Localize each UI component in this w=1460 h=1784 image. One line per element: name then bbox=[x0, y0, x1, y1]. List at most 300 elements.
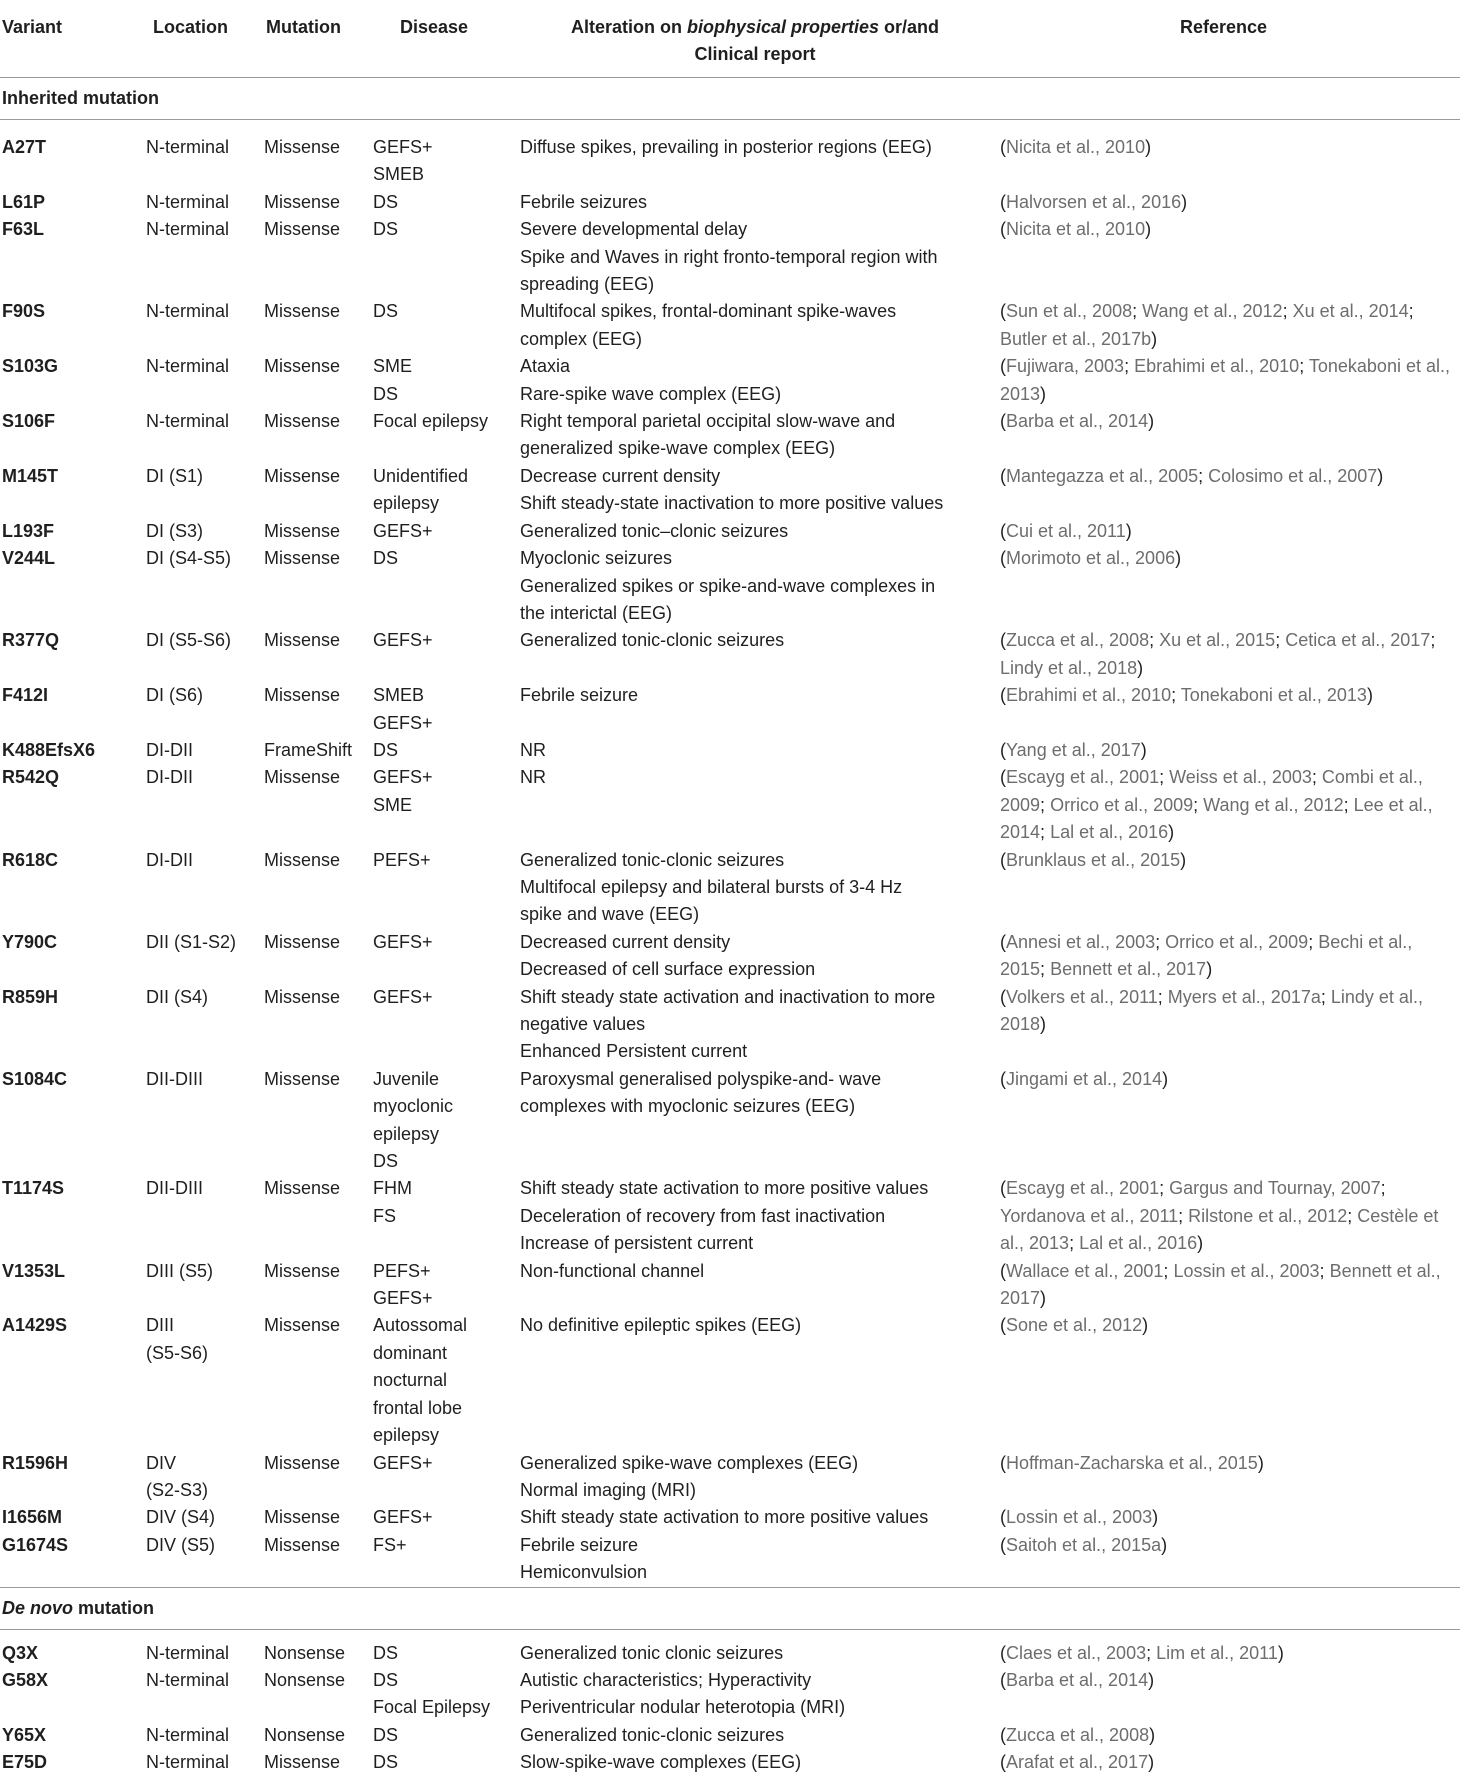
disease-line: GEFS+ bbox=[373, 1507, 433, 1528]
header-alteration-prefix: Alteration on bbox=[570, 17, 687, 37]
reference-citation: Lim et al., 2011 bbox=[1156, 1642, 1278, 1663]
reference-cell bbox=[1000, 189, 1458, 216]
disease-cell bbox=[373, 298, 520, 325]
disease-cell bbox=[373, 1312, 520, 1449]
reference-separator: ; bbox=[1198, 465, 1209, 486]
location-line: DI-DII bbox=[146, 767, 193, 788]
reference-cell bbox=[1000, 1312, 1458, 1339]
reference-cell bbox=[1000, 1640, 1458, 1667]
reference-separator: ; bbox=[1343, 794, 1354, 815]
reference-cell bbox=[1000, 1722, 1458, 1749]
disease-cell bbox=[373, 1722, 520, 1749]
mutation-cell: Missense bbox=[264, 1178, 341, 1199]
table-row bbox=[0, 216, 1460, 298]
disease-line: epilepsy bbox=[373, 1123, 440, 1144]
reference-cell bbox=[1000, 518, 1458, 545]
mutation-cell: Missense bbox=[264, 465, 341, 486]
alteration-line: negative values bbox=[520, 1014, 646, 1034]
alteration-line: Shift steady state activation to more positive values bbox=[520, 1178, 929, 1199]
reference-open-paren: ( bbox=[1000, 1452, 1006, 1473]
location-line: DIV bbox=[146, 1452, 177, 1473]
reference-cell bbox=[1000, 847, 1458, 874]
alteration-cell bbox=[520, 929, 1000, 984]
alteration-line: Multifocal spikes, frontal-dominant spike-waves bbox=[520, 301, 897, 322]
location-line: N-terminal bbox=[146, 137, 230, 157]
alteration-line: Spike and Waves in right fronto-temporal region with bbox=[520, 246, 938, 267]
alteration-cell bbox=[520, 627, 1000, 654]
alteration-line: spreading (EEG) bbox=[520, 274, 655, 295]
mutation-cell: Missense bbox=[264, 520, 341, 541]
location-line: (S2-S3) bbox=[146, 1479, 209, 1500]
table-row bbox=[0, 1312, 1460, 1449]
reference-separator: ; bbox=[1040, 822, 1051, 843]
reference-cell bbox=[1000, 1532, 1458, 1559]
variant-cell: F63L bbox=[2, 219, 45, 240]
variant-cell: I1656M bbox=[2, 1507, 63, 1528]
reference-citation: Zucca et al., 2008 bbox=[1006, 1724, 1150, 1745]
location-line: N-terminal bbox=[146, 1669, 230, 1690]
location-cell bbox=[146, 1066, 264, 1093]
alteration-cell bbox=[520, 984, 1000, 1066]
disease-line: GEFS+ bbox=[373, 931, 433, 952]
mutation-cell: Missense bbox=[264, 219, 341, 240]
reference-separator: ; bbox=[1380, 1178, 1386, 1199]
reference-close-paren: ) bbox=[1168, 822, 1175, 843]
disease-cell bbox=[373, 1504, 520, 1531]
reference-open-paren: ( bbox=[1000, 465, 1006, 486]
location-cell bbox=[146, 847, 264, 874]
reference-cell bbox=[1000, 627, 1458, 682]
disease-line: dominant bbox=[373, 1342, 448, 1363]
location-line: N-terminal bbox=[146, 1724, 230, 1745]
reference-separator: ; bbox=[1159, 1178, 1170, 1199]
reference-separator: ; bbox=[1408, 301, 1414, 322]
reference-close-paren: ) bbox=[1162, 1068, 1169, 1089]
table-row bbox=[0, 353, 1460, 408]
reference-cell bbox=[1000, 682, 1458, 709]
alteration-line: Hemiconvulsion bbox=[520, 1562, 648, 1583]
reference-citation: Hoffman-Zacharska et al., 2015 bbox=[1006, 1452, 1258, 1473]
mutation-cell: Missense bbox=[264, 1752, 341, 1773]
location-cell bbox=[146, 408, 264, 435]
header-alteration-italic: biophysical properties bbox=[686, 17, 880, 37]
reference-separator: ; bbox=[1069, 1233, 1080, 1254]
mutation-cell: Missense bbox=[264, 191, 341, 212]
variant-cell: S106F bbox=[2, 411, 56, 432]
reference-citation: Xu et al., 2015 bbox=[1159, 630, 1276, 651]
reference-citation: Lal et al., 2016 bbox=[1050, 822, 1169, 843]
table-row bbox=[0, 1066, 1460, 1176]
mutation-cell: Missense bbox=[264, 986, 341, 1007]
disease-line: frontal lobe bbox=[373, 1397, 463, 1418]
variant-cell: R377Q bbox=[2, 630, 60, 651]
reference-close-paren: ) bbox=[1206, 959, 1213, 980]
mutation-cell: Missense bbox=[264, 301, 341, 322]
section-title bbox=[0, 78, 1460, 120]
reference-separator: ; bbox=[1171, 685, 1181, 706]
disease-line: GEFS+ bbox=[373, 630, 433, 651]
reference-open-paren: ( bbox=[1000, 411, 1006, 432]
reference-citation: Morimoto et al., 2006 bbox=[1006, 548, 1176, 569]
disease-cell bbox=[373, 929, 520, 956]
location-line: DII (S1-S2) bbox=[146, 931, 237, 952]
header-location: Location bbox=[153, 17, 228, 37]
disease-line: Autossomal bbox=[373, 1315, 468, 1336]
location-line: DI (S4-S5) bbox=[146, 548, 232, 569]
reference-close-paren: ) bbox=[1181, 191, 1188, 212]
reference-close-paren: ) bbox=[1257, 1452, 1264, 1473]
reference-citation: Ebrahimi et al., 2010 bbox=[1134, 356, 1300, 377]
disease-cell bbox=[373, 1175, 520, 1230]
reference-close-paren: ) bbox=[1148, 1669, 1155, 1690]
reference-cell bbox=[1000, 1749, 1458, 1776]
alteration-line: NR bbox=[520, 767, 546, 788]
mutation-cell: Missense bbox=[264, 1260, 341, 1281]
location-cell bbox=[146, 1667, 264, 1694]
reference-open-paren: ( bbox=[1000, 986, 1006, 1007]
location-line: DII-DIII bbox=[146, 1178, 203, 1199]
location-line: DI-DII bbox=[146, 849, 193, 870]
alteration-line: the interictal (EEG) bbox=[520, 602, 673, 623]
location-cell bbox=[146, 1532, 264, 1559]
disease-cell bbox=[373, 737, 520, 764]
reference-citation: Cestèle et al., 2013 bbox=[1000, 1205, 1439, 1254]
alteration-line: Generalized tonic clonic seizures bbox=[520, 1642, 784, 1663]
reference-citation: Annesi et al., 2003 bbox=[1006, 931, 1156, 952]
table-row bbox=[0, 737, 1460, 764]
alteration-line: Paroxysmal generalised polyspike-and- wave bbox=[520, 1068, 882, 1089]
reference-close-paren: ) bbox=[1152, 1507, 1159, 1528]
reference-separator: ; bbox=[1430, 630, 1436, 651]
disease-line: DS bbox=[373, 1724, 399, 1745]
alteration-line: Decrease current density bbox=[520, 465, 721, 486]
disease-line: SMEB bbox=[373, 685, 425, 706]
reference-citation: Colosimo et al., 2007 bbox=[1208, 465, 1378, 486]
alteration-line: Generalized spikes or spike-and-wave complexes in bbox=[520, 575, 936, 596]
location-line: DI-DII bbox=[146, 739, 193, 760]
reference-citation: Combi et al., 2009 bbox=[1000, 767, 1423, 815]
table-row bbox=[0, 1667, 1460, 1722]
alteration-line: Enhanced Persistent current bbox=[520, 1041, 748, 1062]
disease-cell bbox=[373, 1258, 520, 1313]
variant-cell: K488EfsX6 bbox=[2, 739, 96, 760]
disease-cell bbox=[373, 1667, 520, 1722]
section-title-text: Inherited mutation bbox=[2, 88, 159, 108]
alteration-line: Deceleration of recovery from fast inactivation bbox=[520, 1205, 886, 1226]
reference-cell bbox=[1000, 1175, 1458, 1257]
disease-line: DS bbox=[373, 301, 399, 322]
location-cell bbox=[146, 1312, 264, 1367]
reference-separator: ; bbox=[1193, 794, 1204, 815]
location-cell bbox=[146, 1749, 264, 1776]
reference-citation: Arafat et al., 2017 bbox=[1006, 1752, 1149, 1773]
disease-line: epilepsy bbox=[373, 493, 440, 514]
reference-close-paren: ) bbox=[1040, 383, 1047, 404]
section-title-italic: De novo bbox=[2, 1597, 74, 1618]
alteration-cell bbox=[520, 408, 1000, 463]
location-line: DII-DIII bbox=[146, 1068, 203, 1089]
reference-close-paren: ) bbox=[1151, 328, 1158, 349]
reference-separator: ; bbox=[1132, 301, 1143, 322]
alteration-cell bbox=[520, 1312, 1000, 1339]
section-title bbox=[0, 1587, 1460, 1630]
disease-cell bbox=[373, 408, 520, 435]
disease-line: SMEB bbox=[373, 164, 425, 185]
disease-line: FHM bbox=[373, 1178, 412, 1199]
alteration-line: Myoclonic seizures bbox=[520, 548, 673, 569]
location-cell bbox=[146, 189, 264, 216]
reference-citation: Lee et al., 2014 bbox=[1000, 794, 1433, 843]
table-row bbox=[0, 847, 1460, 929]
alteration-line: Shift steady state activation and inactivation to more bbox=[520, 986, 936, 1007]
mutation-cell: Nonsense bbox=[264, 1642, 346, 1663]
alteration-cell bbox=[520, 1532, 1000, 1587]
reference-separator: ; bbox=[1146, 1642, 1157, 1663]
reference-separator: ; bbox=[1124, 356, 1135, 377]
table-row bbox=[0, 1450, 1460, 1505]
table-row bbox=[0, 134, 1460, 189]
table-row bbox=[0, 518, 1460, 545]
location-line: (S5-S6) bbox=[146, 1342, 209, 1363]
reference-close-paren: ) bbox=[1145, 137, 1152, 157]
reference-citation: Cui et al., 2011 bbox=[1006, 520, 1126, 541]
reference-citation: Orrico et al., 2009 bbox=[1165, 931, 1309, 952]
alteration-cell bbox=[520, 1640, 1000, 1667]
reference-citation: Yordanova et al., 2011 bbox=[1000, 1205, 1179, 1226]
alteration-line: Febrile seizure bbox=[520, 1534, 639, 1555]
reference-citation: Lossin et al., 2003 bbox=[1173, 1260, 1320, 1281]
alteration-line: spike and wave (EEG) bbox=[520, 904, 700, 925]
disease-line: GEFS+ bbox=[373, 137, 433, 157]
reference-open-paren: ( bbox=[1000, 548, 1006, 569]
alteration-line: Periventricular nodular heterotopia (MRI) bbox=[520, 1697, 846, 1718]
header-disease: Disease bbox=[400, 17, 469, 37]
reference-citation: Gargus and Tournay, 2007 bbox=[1169, 1178, 1381, 1199]
reference-separator: ; bbox=[1157, 986, 1168, 1007]
reference-close-paren: ) bbox=[1180, 849, 1187, 870]
alteration-cell bbox=[520, 764, 1000, 791]
section-rows bbox=[0, 1630, 1460, 1777]
reference-cell bbox=[1000, 929, 1458, 984]
reference-citation: Sone et al., 2012 bbox=[1006, 1315, 1143, 1336]
header-alteration-suffix: or/and bbox=[879, 17, 940, 37]
table-row bbox=[0, 1722, 1460, 1749]
table-row bbox=[0, 764, 1460, 846]
reference-open-paren: ( bbox=[1000, 849, 1006, 870]
disease-cell bbox=[373, 764, 520, 819]
location-line: N-terminal bbox=[146, 1752, 230, 1773]
reference-open-paren: ( bbox=[1000, 219, 1006, 240]
reference-open-paren: ( bbox=[1000, 1315, 1006, 1336]
reference-citation: Brunklaus et al., 2015 bbox=[1006, 849, 1181, 870]
mutation-cell: Missense bbox=[264, 1068, 341, 1089]
reference-separator: ; bbox=[1320, 986, 1331, 1007]
location-line: DIII bbox=[146, 1315, 175, 1336]
disease-line: Focal epilepsy bbox=[373, 411, 489, 432]
reference-citation: Mantegazza et al., 2005 bbox=[1006, 465, 1199, 486]
alteration-cell bbox=[520, 216, 1000, 298]
alteration-line: Shift steady state activation to more positive values bbox=[520, 1507, 929, 1528]
location-cell bbox=[146, 1722, 264, 1749]
location-cell bbox=[146, 216, 264, 243]
reference-close-paren: ) bbox=[1366, 685, 1373, 706]
reference-close-paren: ) bbox=[1040, 1014, 1047, 1034]
alteration-line: Autistic characteristics; Hyperactivity bbox=[520, 1669, 812, 1690]
alteration-line: Normal imaging (MRI) bbox=[520, 1479, 697, 1500]
disease-line: nocturnal bbox=[373, 1370, 448, 1391]
disease-line: DS bbox=[373, 383, 399, 404]
mutation-cell: Missense bbox=[264, 137, 341, 157]
reference-citation: Saitoh et al., 2015a bbox=[1006, 1534, 1162, 1555]
table-row bbox=[0, 1504, 1460, 1531]
reference-citation: Nicita et al., 2010 bbox=[1006, 219, 1146, 240]
location-cell bbox=[146, 1258, 264, 1285]
reference-close-paren: ) bbox=[1148, 1752, 1155, 1773]
variant-cell: A1429S bbox=[2, 1315, 68, 1336]
disease-line: epilepsy bbox=[373, 1425, 440, 1446]
mutation-cell: Missense bbox=[264, 1315, 341, 1336]
location-line: N-terminal bbox=[146, 411, 230, 432]
mutation-cell: Missense bbox=[264, 1452, 341, 1473]
table-row bbox=[0, 627, 1460, 682]
reference-citation: Ebrahimi et al., 2010 bbox=[1006, 685, 1172, 706]
reference-separator: ; bbox=[1149, 630, 1160, 651]
disease-cell bbox=[373, 1640, 520, 1667]
location-cell bbox=[146, 298, 264, 325]
alteration-cell bbox=[520, 463, 1000, 518]
reference-citation: Escayg et al., 2001 bbox=[1006, 1178, 1160, 1199]
alteration-line: Generalized tonic-clonic seizures bbox=[520, 630, 785, 651]
variant-cell: A27T bbox=[2, 137, 47, 157]
mutation-cell: Nonsense bbox=[264, 1724, 346, 1745]
reference-open-paren: ( bbox=[1000, 520, 1006, 541]
reference-citation: Halvorsen et al., 2016 bbox=[1006, 191, 1182, 212]
disease-line: SME bbox=[373, 794, 413, 815]
reference-open-paren: ( bbox=[1000, 931, 1006, 952]
reference-open-paren: ( bbox=[1000, 1178, 1006, 1199]
location-cell bbox=[146, 737, 264, 764]
disease-line: DS bbox=[373, 191, 399, 212]
alteration-cell bbox=[520, 1066, 1000, 1121]
reference-close-paren: ) bbox=[1277, 1642, 1284, 1663]
reference-open-paren: ( bbox=[1000, 1642, 1006, 1663]
alteration-cell bbox=[520, 1504, 1000, 1531]
location-cell bbox=[146, 1640, 264, 1667]
variant-cell: R542Q bbox=[2, 767, 60, 788]
alteration-cell bbox=[520, 298, 1000, 353]
disease-line: GEFS+ bbox=[373, 520, 433, 541]
reference-citation: Jingami et al., 2014 bbox=[1006, 1068, 1163, 1089]
disease-line: DS bbox=[373, 219, 399, 240]
mutation-cell: Missense bbox=[264, 356, 341, 377]
table-body bbox=[0, 78, 1460, 1777]
alteration-line: Generalized tonic-clonic seizures bbox=[520, 1724, 785, 1745]
disease-cell bbox=[373, 216, 520, 243]
alteration-line: complexes with myoclonic seizures (EEG) bbox=[520, 1096, 856, 1117]
variant-cell: G1674S bbox=[2, 1534, 69, 1555]
reference-separator: ; bbox=[1319, 1260, 1330, 1281]
location-cell bbox=[146, 518, 264, 545]
reference-cell bbox=[1000, 1258, 1458, 1313]
reference-citation: Nicita et al., 2010 bbox=[1006, 137, 1146, 157]
table-row bbox=[0, 298, 1460, 353]
reference-cell bbox=[1000, 353, 1458, 408]
disease-line: GEFS+ bbox=[373, 767, 433, 788]
reference-separator: ; bbox=[1159, 767, 1170, 788]
reference-citation: Cetica et al., 2017 bbox=[1285, 630, 1431, 651]
alteration-cell bbox=[520, 1175, 1000, 1257]
disease-cell bbox=[373, 1450, 520, 1477]
disease-cell bbox=[373, 518, 520, 545]
location-cell bbox=[146, 1450, 264, 1505]
mutation-cell: Missense bbox=[264, 1507, 341, 1528]
reference-citation: Lindy et al., 2018 bbox=[1000, 986, 1423, 1034]
disease-cell bbox=[373, 189, 520, 216]
variant-cell: R618C bbox=[2, 849, 59, 870]
reference-open-paren: ( bbox=[1000, 301, 1006, 322]
location-line: DI (S6) bbox=[146, 685, 204, 706]
variant-cell: Q3X bbox=[2, 1642, 39, 1663]
mutation-cell: Missense bbox=[264, 630, 341, 651]
reference-citation: Barba et al., 2014 bbox=[1006, 1669, 1149, 1690]
disease-line: DS bbox=[373, 1642, 399, 1663]
location-cell bbox=[146, 764, 264, 791]
disease-cell bbox=[373, 1749, 520, 1776]
variant-cell: V1353L bbox=[2, 1260, 66, 1281]
reference-close-paren: ) bbox=[1161, 1534, 1168, 1555]
location-cell bbox=[146, 682, 264, 709]
header-alteration bbox=[520, 14, 990, 68]
reference-cell bbox=[1000, 216, 1458, 243]
location-line: DIV (S5) bbox=[146, 1534, 216, 1555]
location-line: DI (S3) bbox=[146, 520, 204, 541]
reference-cell bbox=[1000, 1066, 1458, 1093]
location-cell bbox=[146, 545, 264, 572]
disease-line: DS bbox=[373, 548, 399, 569]
alteration-cell bbox=[520, 1450, 1000, 1505]
disease-cell bbox=[373, 847, 520, 874]
location-line: N-terminal bbox=[146, 191, 230, 212]
disease-cell bbox=[373, 682, 520, 737]
alteration-cell bbox=[520, 189, 1000, 216]
reference-citation: Yang et al., 2017 bbox=[1006, 739, 1141, 760]
variant-cell: M145T bbox=[2, 465, 59, 486]
reference-close-paren: ) bbox=[1142, 1315, 1149, 1336]
reference-open-paren: ( bbox=[1000, 1068, 1006, 1089]
location-line: N-terminal bbox=[146, 219, 230, 240]
mutation-cell: Missense bbox=[264, 931, 341, 952]
reference-close-paren: ) bbox=[1175, 548, 1182, 569]
table-row bbox=[0, 682, 1460, 737]
reference-citation: Sun et al., 2008 bbox=[1006, 301, 1133, 322]
variant-cell: T1174S bbox=[2, 1178, 65, 1199]
reference-cell bbox=[1000, 463, 1458, 490]
reference-close-paren: ) bbox=[1377, 465, 1384, 486]
variant-cell: L61P bbox=[2, 191, 46, 212]
disease-line: Focal Epilepsy bbox=[373, 1697, 491, 1718]
variant-cell: F90S bbox=[2, 301, 46, 322]
variant-cell: R1596H bbox=[2, 1452, 69, 1473]
alteration-cell bbox=[520, 1749, 1000, 1776]
alteration-line: Generalized tonic–clonic seizures bbox=[520, 520, 789, 541]
variant-cell: E75D bbox=[2, 1752, 48, 1773]
location-line: N-terminal bbox=[146, 1642, 230, 1663]
table-row bbox=[0, 929, 1460, 984]
disease-cell bbox=[373, 1066, 520, 1176]
disease-line: DS bbox=[373, 1151, 399, 1172]
table-header bbox=[0, 0, 1460, 78]
alteration-line: Ataxia bbox=[520, 356, 571, 377]
